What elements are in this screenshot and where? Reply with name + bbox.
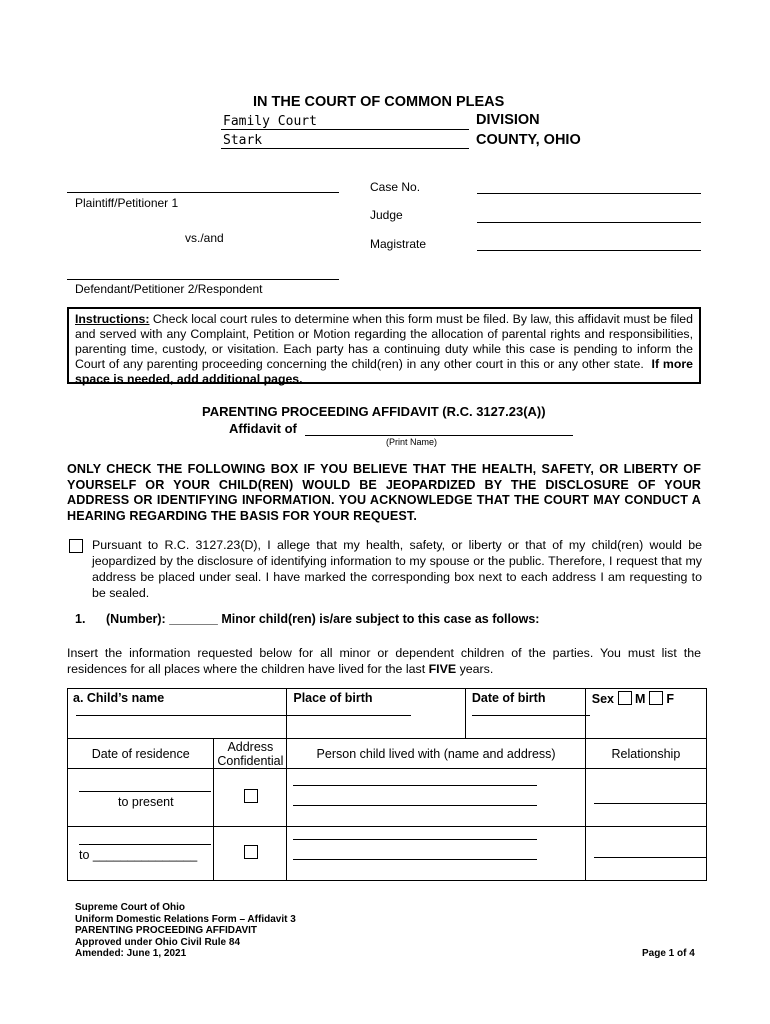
relationship-header: Relationship xyxy=(585,739,706,769)
person-cell xyxy=(287,827,585,881)
footer-line: Approved under Ohio Civil Rule 84 xyxy=(75,936,241,948)
plaintiff-line[interactable] xyxy=(67,192,339,193)
person-address-line[interactable] xyxy=(293,805,537,806)
division-field[interactable]: Family Court xyxy=(223,114,317,129)
defendant-line[interactable] xyxy=(67,279,339,280)
place-of-birth-line[interactable] xyxy=(293,715,411,716)
division-label: DIVISION xyxy=(476,112,540,128)
from-date-line[interactable] xyxy=(79,791,211,792)
childs-name-line[interactable] xyxy=(76,715,296,716)
relationship-cell xyxy=(585,769,706,827)
seal-request-text: Pursuant to R.C. 3127.23(D), I allege that my health, safety, or liberty or that of my child(ren) would be jeopardized by the disclosure of identifying information to my spouse or the public. Therefore, I request that my address be placed under seal. I have marked the corresponding box next to each address I am requesting to be sealed. xyxy=(92,538,702,600)
instructions-bold-tail: If more space is needed, add additional pages. xyxy=(75,357,693,386)
person-name-line[interactable] xyxy=(293,785,537,786)
residence-dates-cell xyxy=(68,769,214,827)
insert-text-post: years. xyxy=(456,662,494,676)
table-row xyxy=(68,769,707,827)
sex-cell xyxy=(585,689,706,739)
sex-f-checkbox[interactable] xyxy=(649,691,663,705)
table-row xyxy=(68,689,707,739)
person-address-line[interactable] xyxy=(293,859,537,860)
print-name-label: (Print Name) xyxy=(386,437,438,447)
case-no-line[interactable] xyxy=(477,193,701,194)
seal-request-checkbox[interactable] xyxy=(69,539,83,553)
vs-label: vs./and xyxy=(185,231,224,245)
page-number: Page 1 of 4 xyxy=(642,948,695,959)
child-table xyxy=(67,688,707,881)
instructions-heading: Instructions: xyxy=(75,312,150,326)
division-underline xyxy=(221,129,469,130)
table-row xyxy=(68,827,707,881)
address-confidential-header: Address Confidential xyxy=(214,739,287,769)
form-footer xyxy=(75,902,296,960)
relationship-line[interactable] xyxy=(594,803,706,804)
person-lived-with-header: Person child lived with (name and address) xyxy=(287,739,585,769)
childs-name-cell xyxy=(68,689,287,739)
sex-label: Sex xyxy=(591,692,615,706)
to-date-label[interactable]: to _______________ xyxy=(79,848,198,862)
defendant-label: Defendant/Petitioner 2/Respondent xyxy=(75,282,263,296)
person-cell xyxy=(287,769,585,827)
county-label: COUNTY, OHIO xyxy=(476,132,581,148)
judge-label: Judge xyxy=(370,208,403,222)
footer-line: Amended: June 1, 2021 xyxy=(75,948,187,959)
confidential-cell xyxy=(214,769,287,827)
footer-line: Uniform Domestic Relations Form – Affidavit 3 xyxy=(75,913,296,925)
case-no-label: Case No. xyxy=(370,180,421,194)
footer-line: PARENTING PROCEEDING AFFIDAVIT xyxy=(75,925,258,936)
date-of-residence-header: Date of residence xyxy=(68,739,214,769)
residence-dates-cell xyxy=(68,827,214,881)
from-date-line[interactable] xyxy=(79,844,211,845)
magistrate-label: Magistrate xyxy=(370,237,427,251)
relationship-cell xyxy=(585,827,706,881)
item1-number: 1. xyxy=(75,612,86,626)
instructions-box xyxy=(67,307,701,384)
insert-text-pre: Insert the information requested below for all minor or dependent children of the parties. You must list the residences for all places where the children have lived for the last xyxy=(67,646,701,676)
address-confidential-checkbox[interactable] xyxy=(244,789,258,803)
county-field[interactable]: Stark xyxy=(223,133,263,148)
plaintiff-label: Plaintiff/Petitioner 1 xyxy=(75,196,179,210)
sex-group xyxy=(592,691,674,706)
instructions-body: Check local court rules to determine when this form must be filed. By law, this affidavit must be filed and served with any Complaint, Petition or Motion regarding the allocation of parental rights and responsibilities, parenting time, custody, or visitation. Each party has a continuing duty while this case is pending to inform the Court of any parenting proceeding concerning the child(ren) in any other court in this or any other state. xyxy=(75,312,693,371)
confidential-cell xyxy=(214,827,287,881)
item1-text: (Number): _______ Minor child(ren) is/are subject to this case as follows: xyxy=(106,612,540,626)
sex-m-label: M xyxy=(634,692,646,706)
date-of-birth-label: Date of birth xyxy=(471,691,546,705)
relationship-line[interactable] xyxy=(594,857,706,858)
affidavit-title: PARENTING PROCEEDING AFFIDAVIT (R.C. 3127.23(A)) xyxy=(202,404,546,419)
affidavit-of-label: Affidavit of xyxy=(229,421,297,436)
to-present-label: to present xyxy=(118,795,174,809)
magistrate-line[interactable] xyxy=(477,250,701,251)
date-of-birth-cell xyxy=(465,689,585,739)
person-name-line[interactable] xyxy=(293,839,537,840)
place-of-birth-cell xyxy=(287,689,466,739)
address-confidential-checkbox[interactable] xyxy=(244,845,258,859)
county-underline xyxy=(221,148,469,149)
footer-line: Supreme Court of Ohio xyxy=(75,902,185,913)
court-title: IN THE COURT OF COMMON PLEAS xyxy=(253,94,505,110)
date-of-birth-line[interactable] xyxy=(472,715,590,716)
childs-name-label: a. Child’s name xyxy=(73,691,165,705)
insert-instructions xyxy=(67,645,701,677)
sex-m-checkbox[interactable] xyxy=(618,691,632,705)
insert-text-five: FIVE xyxy=(428,662,457,676)
affidavit-name-line[interactable] xyxy=(305,435,573,436)
judge-line[interactable] xyxy=(477,222,701,223)
place-of-birth-label: Place of birth xyxy=(293,691,373,705)
table-row xyxy=(68,739,707,769)
confidentiality-warning: ONLY CHECK THE FOLLOWING BOX IF YOU BELIEVE THAT THE HEALTH, SAFETY, OR LIBERTY OF YOURSELF OR YOUR CHILD(REN) WOULD BE JEOPARDIZED BY THE DISCLOSURE OF YOUR ADDRESS OR IDENTIFYING INFORMATION. YOU ACKNOWLEDGE THAT THE COURT MAY CONDUCT A HEARING REGARDING THE BASIS FOR YOUR REQUEST. xyxy=(67,462,701,523)
sex-f-label: F xyxy=(666,692,675,706)
